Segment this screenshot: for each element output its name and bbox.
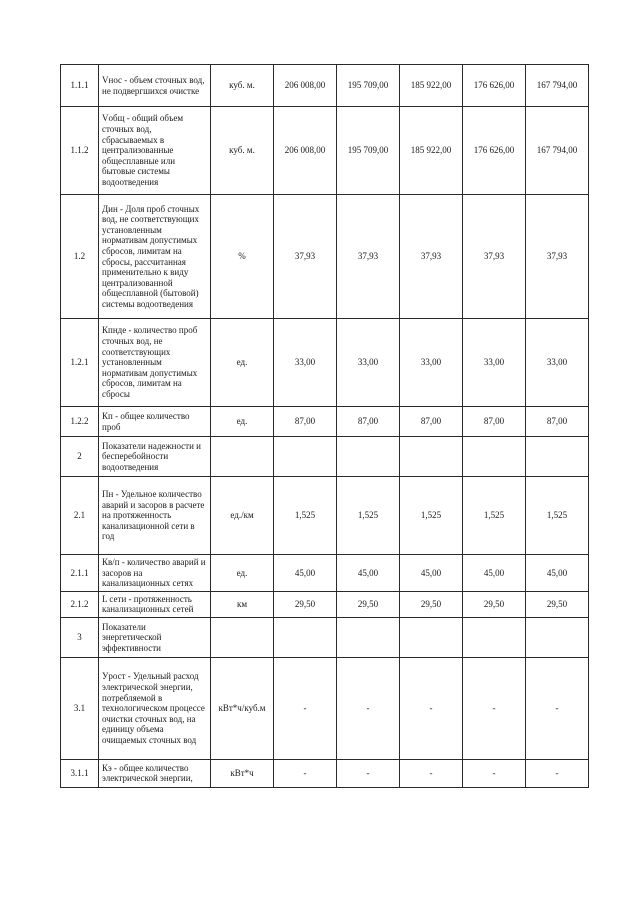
indicator-name: Vобщ - общий объем сточных вод, сбрасываемых в централизованные общесплавные или бытовые системы водоотведения	[99, 107, 211, 195]
value-cell: -	[337, 657, 400, 759]
value-cell: -	[400, 759, 463, 787]
value-cell: 167 794,00	[526, 65, 589, 107]
table-row	[61, 319, 589, 407]
value-cell	[400, 437, 463, 477]
value-cell	[526, 437, 589, 477]
unit-cell: %	[211, 195, 274, 319]
indicator-name: Vнос - объем сточных вод, не подвергшихся очистке	[99, 65, 211, 107]
value-cell: 87,00	[337, 407, 400, 437]
indicator-name: L сети - протяженность канализационных сетей	[99, 591, 211, 617]
value-cell: 1,525	[400, 477, 463, 555]
value-cell: 33,00	[400, 319, 463, 407]
value-cell: 206 008,00	[274, 107, 337, 195]
value-cell: -	[463, 657, 526, 759]
value-cell: 87,00	[274, 407, 337, 437]
value-cell: -	[463, 759, 526, 787]
row-number: 2.1.2	[61, 591, 99, 617]
indicator-name: Кв/п - количество аварий и засоров на канализационных сетях	[99, 555, 211, 592]
value-cell: -	[274, 657, 337, 759]
value-cell	[274, 617, 337, 657]
unit-cell: ед.	[211, 555, 274, 592]
indicator-name: Кпнде - количество проб сточных вод, не соответствующих установленным нормативам допустимых сбросов, лимитам на сбросы	[99, 319, 211, 407]
value-cell: 1,525	[463, 477, 526, 555]
value-cell: -	[400, 657, 463, 759]
value-cell: 29,50	[400, 591, 463, 617]
value-cell: 1,525	[526, 477, 589, 555]
row-number: 3.1	[61, 657, 99, 759]
value-cell: 1,525	[274, 477, 337, 555]
value-cell: 195 709,00	[337, 107, 400, 195]
value-cell: 45,00	[337, 555, 400, 592]
value-cell: 87,00	[526, 407, 589, 437]
unit-cell: кВт*ч/куб.м	[211, 657, 274, 759]
value-cell: 87,00	[400, 407, 463, 437]
value-cell: 185 922,00	[400, 65, 463, 107]
value-cell: 195 709,00	[337, 65, 400, 107]
unit-cell: кВт*ч	[211, 759, 274, 787]
value-cell	[526, 617, 589, 657]
value-cell: 33,00	[526, 319, 589, 407]
unit-cell	[211, 617, 274, 657]
indicator-name: Уpост - Удельный расход электрической энергии, потребляемой в технологическом процессе очистки сточных вод, на единицу объема очищаемых сточных вод	[99, 657, 211, 759]
value-cell: 37,93	[274, 195, 337, 319]
value-cell: 37,93	[337, 195, 400, 319]
unit-cell: ед.	[211, 319, 274, 407]
row-number: 3	[61, 617, 99, 657]
indicator-name: Кп - общее количество проб	[99, 407, 211, 437]
table-row	[61, 407, 589, 437]
value-cell: -	[337, 759, 400, 787]
value-cell: 29,50	[463, 591, 526, 617]
unit-cell: ед./км	[211, 477, 274, 555]
unit-cell: куб. м.	[211, 65, 274, 107]
value-cell: 37,93	[463, 195, 526, 319]
value-cell: -	[274, 759, 337, 787]
table-row	[61, 591, 589, 617]
table-row	[61, 759, 589, 787]
table-row	[61, 477, 589, 555]
indicator-name: Дин - Доля проб сточных вод, не соответствующих установленным нормативам допустимых сбросов, лимитам на сбросы, рассчитанная применительно к виду централизованной общесплавной (бытовой) системы водоотведения	[99, 195, 211, 319]
value-cell: 37,93	[400, 195, 463, 319]
row-number: 2.1	[61, 477, 99, 555]
row-number: 1.1.1	[61, 65, 99, 107]
value-cell: 45,00	[526, 555, 589, 592]
value-cell	[337, 617, 400, 657]
table-row	[61, 195, 589, 319]
table-row	[61, 617, 589, 657]
value-cell	[463, 617, 526, 657]
value-cell: 29,50	[526, 591, 589, 617]
value-cell: 33,00	[337, 319, 400, 407]
row-number: 2.1.1	[61, 555, 99, 592]
value-cell: 185 922,00	[400, 107, 463, 195]
value-cell: 167 794,00	[526, 107, 589, 195]
row-number: 2	[61, 437, 99, 477]
row-number: 3.1.1	[61, 759, 99, 787]
value-cell: -	[526, 759, 589, 787]
value-cell: 87,00	[463, 407, 526, 437]
value-cell	[274, 437, 337, 477]
value-cell	[337, 437, 400, 477]
value-cell: 33,00	[274, 319, 337, 407]
indicator-name: Показатели надежности и бесперебойности водоотведения	[99, 437, 211, 477]
value-cell: 29,50	[337, 591, 400, 617]
value-cell: 37,93	[526, 195, 589, 319]
value-cell: 1,525	[337, 477, 400, 555]
table-body	[61, 65, 589, 788]
value-cell: 45,00	[274, 555, 337, 592]
indicators-table	[60, 64, 589, 788]
value-cell: 29,50	[274, 591, 337, 617]
value-cell: -	[526, 657, 589, 759]
table-row	[61, 555, 589, 592]
value-cell: 206 008,00	[274, 65, 337, 107]
row-number: 1.2.2	[61, 407, 99, 437]
table-row	[61, 437, 589, 477]
value-cell: 45,00	[400, 555, 463, 592]
unit-cell: ед.	[211, 407, 274, 437]
row-number: 1.1.2	[61, 107, 99, 195]
indicator-name: Кэ - общее количество электрической энергии,	[99, 759, 211, 787]
value-cell: 176 626,00	[463, 65, 526, 107]
indicator-name: Показатели энергетической эффективности	[99, 617, 211, 657]
value-cell: 176 626,00	[463, 107, 526, 195]
value-cell: 45,00	[463, 555, 526, 592]
row-number: 1.2	[61, 195, 99, 319]
value-cell: 33,00	[463, 319, 526, 407]
row-number: 1.2.1	[61, 319, 99, 407]
indicator-name: Пн - Удельное количество аварий и засоров в расчете на протяженность канализационной сети в год	[99, 477, 211, 555]
table-row	[61, 657, 589, 759]
value-cell	[463, 437, 526, 477]
table-row	[61, 107, 589, 195]
unit-cell: км	[211, 591, 274, 617]
value-cell	[400, 617, 463, 657]
unit-cell	[211, 437, 274, 477]
unit-cell: куб. м.	[211, 107, 274, 195]
table-row	[61, 65, 589, 107]
